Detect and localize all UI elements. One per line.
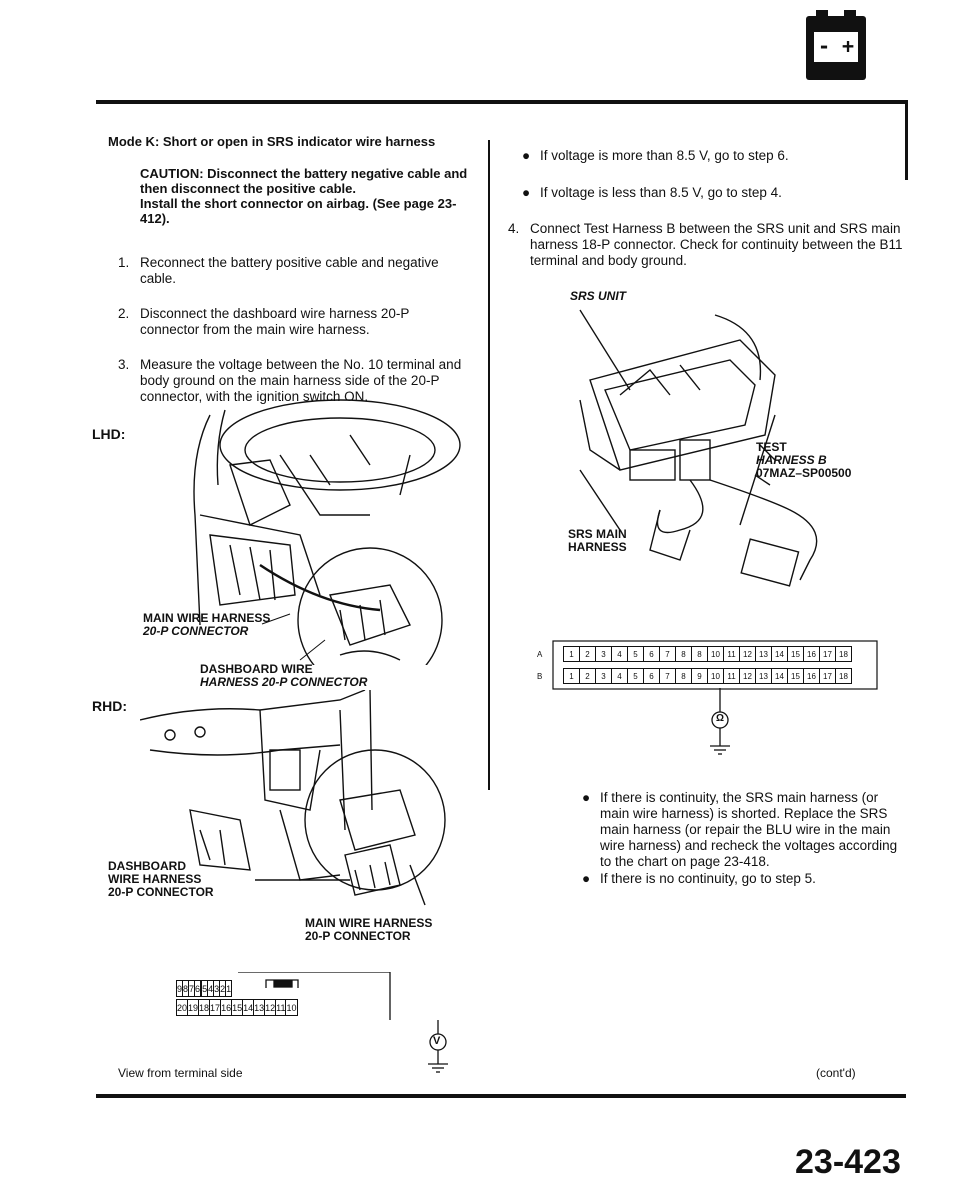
step-1 xyxy=(118,255,470,287)
lhd-label: LHD: xyxy=(92,426,126,442)
connector-row-b xyxy=(563,668,852,684)
pin-b9: 9 xyxy=(692,669,708,684)
pin-a1: 1 xyxy=(564,647,580,662)
label-line: HARNESS xyxy=(568,540,627,554)
pin-b8: 8 xyxy=(676,669,692,684)
pin-a3: 3 xyxy=(596,647,612,662)
pin-5: 5 xyxy=(202,981,208,997)
test-harness-label xyxy=(756,441,851,480)
pin-a18: 18 xyxy=(836,647,852,662)
pin-18: 18 xyxy=(199,1000,210,1016)
pin-a13: 13 xyxy=(756,647,772,662)
page-number: 23-423 xyxy=(795,1143,901,1181)
pin-7: 7 xyxy=(189,981,195,997)
pin-12: 12 xyxy=(265,1000,276,1016)
bullet-dot-icon: ● xyxy=(522,185,531,200)
bullet-voltage-high xyxy=(522,148,920,164)
pin-a5: 5 xyxy=(628,647,644,662)
pin-a16: 16 xyxy=(804,647,820,662)
step-text: Disconnect the dashboard wire harness 20-P connector from the main wire harness. xyxy=(140,306,410,337)
pin-b18: 18 xyxy=(836,669,852,684)
step-text: Reconnect the battery positive cable and negative cable. xyxy=(140,255,439,286)
pin-20: 20 xyxy=(177,1000,188,1016)
connector-top-row xyxy=(176,980,232,997)
bullet-dot-icon: ● xyxy=(522,148,531,163)
label-line: 20-P CONNECTOR xyxy=(305,929,411,943)
top-rule xyxy=(96,100,906,104)
row-b-label: B xyxy=(537,672,543,681)
pin-15: 15 xyxy=(232,1000,243,1016)
pin-1: 1 xyxy=(226,981,232,997)
caution-line: CAUTION: Disconnect the battery negative cable and then disconnect the positive cable. xyxy=(140,166,468,196)
mode-heading: Mode K: Short or open in SRS indicator wire harness xyxy=(108,134,436,149)
bullet-dot-icon: ● xyxy=(582,790,591,805)
bullet-text: If voltage is more than 8.5 V, go to step 6. xyxy=(540,148,789,163)
pin-19: 19 xyxy=(188,1000,199,1016)
pin-13: 13 xyxy=(254,1000,265,1016)
label-line: TEST xyxy=(756,440,787,454)
rhd-main-wire-label xyxy=(305,917,432,943)
caution-block xyxy=(140,166,476,226)
column-divider xyxy=(488,140,490,790)
pin-a14: 14 xyxy=(772,647,788,662)
right-rule xyxy=(905,100,908,180)
pin-2: 2 xyxy=(220,981,226,997)
pin-b10: 10 xyxy=(708,669,724,684)
step-number: 2. xyxy=(118,306,130,321)
bullet-dot-icon: ● xyxy=(582,871,591,886)
pin-b3: 3 xyxy=(596,669,612,684)
label-line: DASHBOARD xyxy=(108,859,186,873)
srs-unit-label: SRS UNIT xyxy=(570,289,627,303)
bullet-continuity xyxy=(582,790,905,870)
label-line: MAIN WIRE HARNESS xyxy=(143,611,271,625)
view-caption: View from terminal side xyxy=(118,1066,243,1080)
ohm-symbol: Ω xyxy=(716,713,725,724)
step-4 xyxy=(508,221,910,269)
pin-b2: 2 xyxy=(580,669,596,684)
pin-b15: 15 xyxy=(788,669,804,684)
label-line: SRS MAIN xyxy=(568,527,627,541)
step-text: Connect Test Harness B between the SRS unit and SRS main harness 18-P connector. Check for continuity between the B11 terminal and body ground. xyxy=(530,221,903,268)
continued-note: (cont'd) xyxy=(816,1066,856,1080)
label-line: HARNESS 20-P CONNECTOR xyxy=(200,675,368,689)
rhd-dashboard-label xyxy=(108,860,214,899)
pin-b17: 17 xyxy=(820,669,836,684)
step-number: 4. xyxy=(508,221,520,236)
label-line: 07MAZ–SP00500 xyxy=(756,466,852,480)
pin-b14: 14 xyxy=(772,669,788,684)
pin-8: 8 xyxy=(183,981,189,997)
bottom-rule xyxy=(96,1094,906,1098)
bullet-text: If there is continuity, the SRS main harness (or main wire harness) is shorted. Replace the SRS main harness (or repair the BLU wire in the main wire harness) and recheck the voltages according to the chart on page 23-418. xyxy=(600,790,898,869)
pin-a9: 8 xyxy=(692,647,708,662)
pin-b5: 5 xyxy=(628,669,644,684)
label-line: MAIN WIRE HARNESS xyxy=(305,916,433,930)
srs-main-harness-label xyxy=(568,528,627,554)
step-text: Measure the voltage between the No. 10 terminal and body ground on the main harness side of the 20-P connector, with the ignition switch ON. xyxy=(140,357,462,404)
step-number: 1. xyxy=(118,255,130,270)
voltmeter-symbol: V xyxy=(433,1035,441,1047)
pin-a12: 12 xyxy=(740,647,756,662)
label-line: DASHBOARD WIRE xyxy=(200,662,313,676)
pin-b11: 11 xyxy=(724,669,740,684)
pin-b12: 12 xyxy=(740,669,756,684)
rhd-label: RHD: xyxy=(92,698,127,714)
pin-a6: 6 xyxy=(644,647,660,662)
label-line: WIRE HARNESS xyxy=(108,872,202,886)
lhd-main-wire-label xyxy=(143,612,270,638)
pin-b1: 1 xyxy=(564,669,580,684)
pin-a2: 2 xyxy=(580,647,596,662)
row-a-label: A xyxy=(537,650,543,659)
pin-6: 6 xyxy=(195,981,201,997)
pin-17: 17 xyxy=(210,1000,221,1016)
pin-14: 14 xyxy=(243,1000,254,1016)
pin-a10: 10 xyxy=(708,647,724,662)
pin-a7: 7 xyxy=(660,647,676,662)
connector-outline-and-meter xyxy=(238,972,458,1082)
step-2 xyxy=(118,306,470,338)
pin-4: 4 xyxy=(208,981,214,997)
bullet-text: If voltage is less than 8.5 V, go to step 4. xyxy=(540,185,782,200)
pin-b13: 13 xyxy=(756,669,772,684)
pin-11: 11 xyxy=(276,1000,286,1016)
pin-10: 10 xyxy=(286,1000,297,1016)
pin-3: 3 xyxy=(214,981,220,997)
pin-b16: 16 xyxy=(804,669,820,684)
bullet-no-continuity xyxy=(582,871,905,887)
pin-a8: 8 xyxy=(676,647,692,662)
connector-row-a xyxy=(563,646,852,662)
pin-a17: 17 xyxy=(820,647,836,662)
battery-symbol: - + xyxy=(814,32,858,62)
pin-b6: 6 xyxy=(644,669,660,684)
pin-9: 9 xyxy=(177,981,183,997)
pin-b4: 4 xyxy=(612,669,628,684)
label-line: 20-P CONNECTOR xyxy=(108,885,214,899)
pin-b7: 7 xyxy=(660,669,676,684)
label-line: 20-P CONNECTOR xyxy=(143,624,249,638)
bullet-text: If there is no continuity, go to step 5. xyxy=(600,871,816,886)
install-short-connector-note: Install the short connector on airbag. (See page 23-412). xyxy=(140,196,457,226)
pin-16: 16 xyxy=(221,1000,232,1016)
bullet-voltage-low xyxy=(522,185,920,201)
pin-a15: 15 xyxy=(788,647,804,662)
pin-a11: 11 xyxy=(724,647,740,662)
ohmmeter-ground-icon xyxy=(700,688,740,768)
battery-icon xyxy=(806,16,866,80)
lhd-dashboard-label xyxy=(200,663,367,689)
step-number: 3. xyxy=(118,357,130,372)
pin-a4: 4 xyxy=(612,647,628,662)
label-line: HARNESS B xyxy=(756,453,827,467)
